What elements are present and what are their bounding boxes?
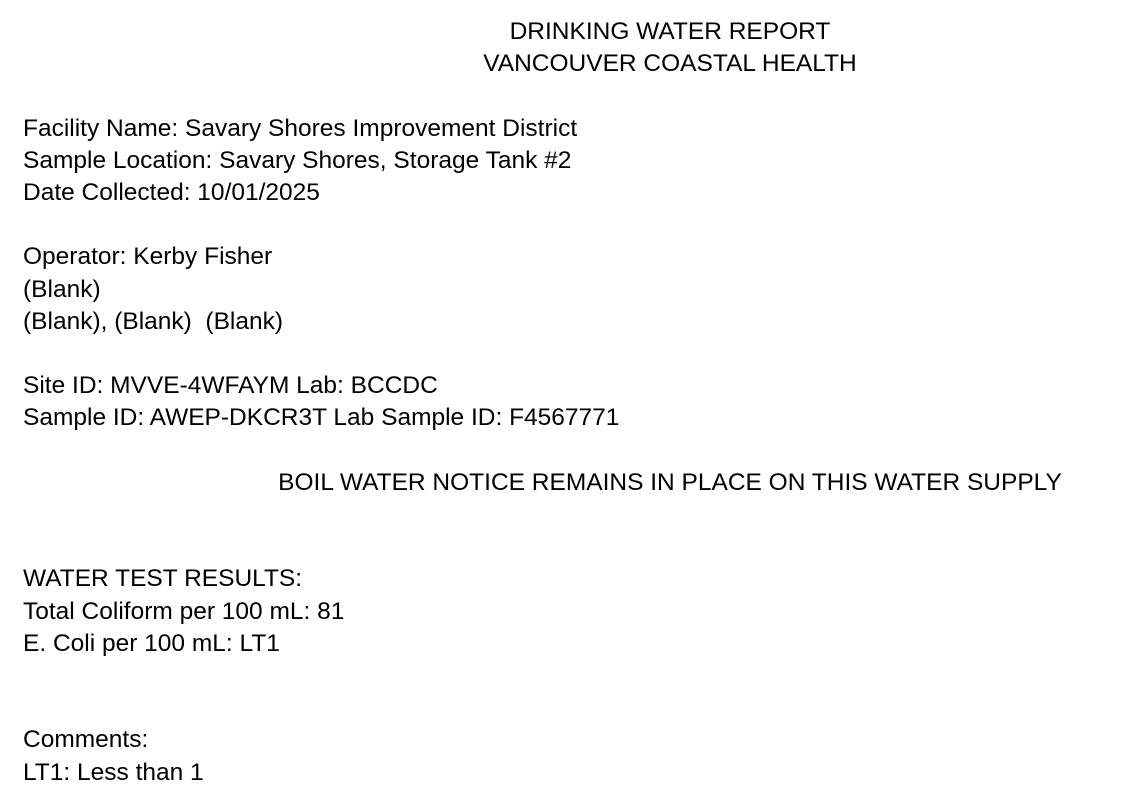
blank-line <box>0 435 1140 467</box>
comment-lt1-definition-line: LT1: Less than 1 <box>23 758 204 786</box>
blank-line <box>0 209 1140 241</box>
comments-heading: Comments: <box>23 726 149 754</box>
blank-line <box>0 531 1140 563</box>
date-collected-line: Date Collected: 10/01/2025 <box>23 179 320 206</box>
water-test-results-heading: WATER TEST RESULTS: <box>23 565 303 593</box>
blank-line <box>0 338 1140 370</box>
sample-id-lab-sample-id-line: Sample ID: AWEP-DKCR3T Lab Sample ID: F4567771 <box>23 404 620 432</box>
sample-location-line: Sample Location: Savary Shores, Storage Tank #2 <box>23 146 572 174</box>
site-id-lab-line: Site ID: MVVE-4WFAYM Lab: BCCDC <box>23 372 438 400</box>
operator-blank-field-line-1: (Blank) <box>23 275 101 303</box>
boil-water-notice: BOIL WATER NOTICE REMAINS IN PLACE ON THIS WATER SUPPLY <box>278 468 1062 496</box>
blank-line <box>0 692 1140 724</box>
blank-line <box>0 499 1140 531</box>
e-coli-result-line: E. Coli per 100 mL: LT1 <box>23 629 280 657</box>
facility-name-line: Facility Name: Savary Shores Improvement District <box>23 114 578 142</box>
blank-line <box>0 660 1140 692</box>
report-title: DRINKING WATER REPORT <box>509 18 831 45</box>
operator-blank-field-line-2: (Blank), (Blank) (Blank) <box>23 307 284 335</box>
total-coliform-result-line: Total Coliform per 100 mL: 81 <box>23 597 345 625</box>
blank-line <box>0 80 1140 112</box>
operator-line: Operator: Kerby Fisher <box>23 243 273 271</box>
report-subtitle: VANCOUVER COASTAL HEALTH <box>483 50 857 78</box>
